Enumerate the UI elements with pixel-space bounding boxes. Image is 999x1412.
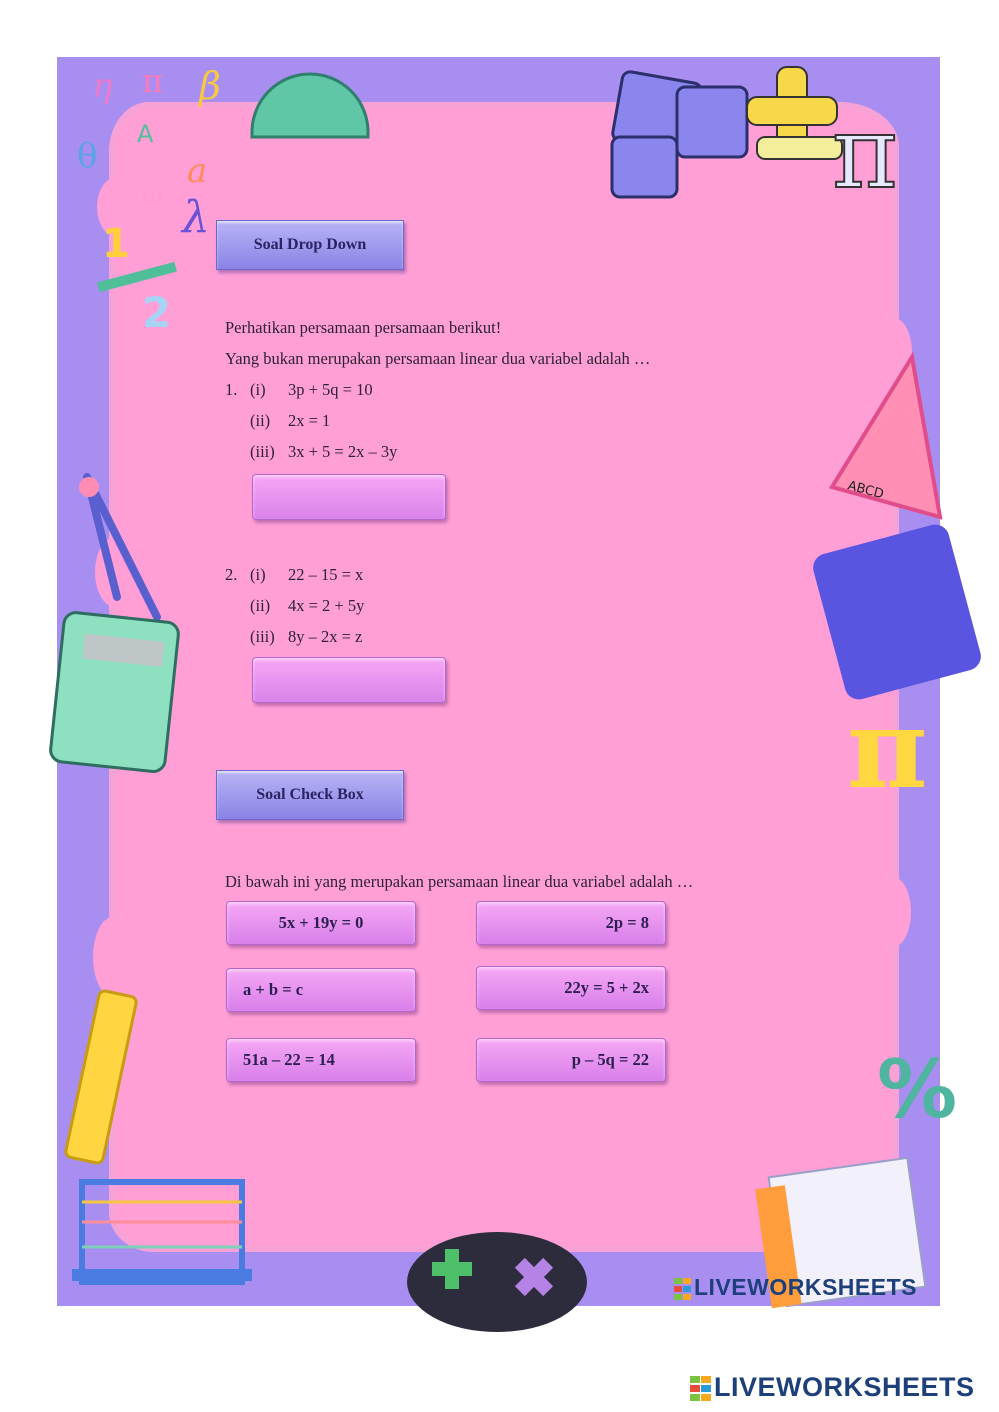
q2-item-equation: 8y – 2x = z <box>288 627 363 646</box>
option-checkbox[interactable] <box>476 966 666 1010</box>
q2-item-roman: (iii) <box>250 627 275 646</box>
brand-text: LIVEWORKSHEETS <box>714 1372 975 1402</box>
q2-dropdown[interactable] <box>252 657 446 703</box>
option-checkbox[interactable] <box>226 1038 416 1082</box>
inner-brand-logo <box>674 1274 917 1301</box>
svg-text:θ: θ <box>77 136 98 176</box>
footer-brand-logo <box>690 1372 975 1403</box>
svg-text:β: β <box>199 64 221 108</box>
q1-item-equation: 2x = 1 <box>288 411 331 430</box>
svg-text:η: η <box>92 66 113 106</box>
worksheet-page <box>57 57 958 1306</box>
brand-text: LIVEWORKSHEETS <box>694 1274 917 1300</box>
section-tag-check-box: Soal Check Box <box>216 770 404 820</box>
svg-text:π: π <box>832 94 898 211</box>
q2-item-roman: (i) <box>250 565 266 584</box>
checkbox-prompt: Di bawah ini yang merupakan persamaan linear dua variabel adalah … <box>225 872 694 891</box>
instruction-text: Perhatikan persamaan persamaan berikut! <box>225 318 502 337</box>
option-label: p – 5q = 22 <box>571 1050 649 1069</box>
option-label: 51a – 22 = 14 <box>243 1050 335 1069</box>
q2-item-equation: 22 – 15 = x <box>288 565 364 584</box>
option-checkbox[interactable] <box>226 968 416 1012</box>
q1-item-roman: (iii) <box>250 442 275 461</box>
svg-text:a: a <box>187 151 208 191</box>
q1-item-roman: (ii) <box>250 411 271 430</box>
question-text: Yang bukan merupakan persamaan linear dua variabel adalah … <box>225 349 651 368</box>
svg-text:2: 2 <box>142 288 172 337</box>
svg-text:A: A <box>137 120 154 148</box>
svg-text:π: π <box>847 684 928 813</box>
q1-item-roman: (i) <box>250 380 266 399</box>
svg-text:π: π <box>142 62 164 100</box>
option-checkbox[interactable] <box>476 901 666 945</box>
option-label: 5x + 19y = 0 <box>278 913 364 932</box>
question-1-number: 1. <box>225 380 238 399</box>
q1-item-equation: 3p + 5q = 10 <box>288 380 373 399</box>
option-label: a + b = c <box>243 980 304 999</box>
svg-text:%: % <box>877 1043 958 1136</box>
option-checkbox[interactable] <box>226 901 416 945</box>
section-tag-drop-down: Soal Drop Down <box>216 220 404 270</box>
q1-dropdown[interactable] <box>252 474 446 520</box>
q2-item-roman: (ii) <box>250 596 271 615</box>
svg-text:1: 1 <box>102 221 130 267</box>
svg-text:λ: λ <box>182 192 210 243</box>
math-decorations <box>57 57 958 1306</box>
liveworksheets-logo-icon <box>690 1376 712 1402</box>
svg-text:ABCD: ABCD <box>845 478 886 503</box>
option-label: 2p = 8 <box>605 913 649 932</box>
q1-item-equation: 3x + 5 = 2x – 3y <box>288 442 398 461</box>
option-checkbox[interactable] <box>476 1038 666 1082</box>
option-label: 22y = 5 + 2x <box>564 978 649 997</box>
svg-text:ω: ω <box>142 179 164 209</box>
question-2-number: 2. <box>225 565 238 584</box>
q2-item-equation: 4x = 2 + 5y <box>288 596 365 615</box>
liveworksheets-logo-icon <box>674 1278 692 1300</box>
